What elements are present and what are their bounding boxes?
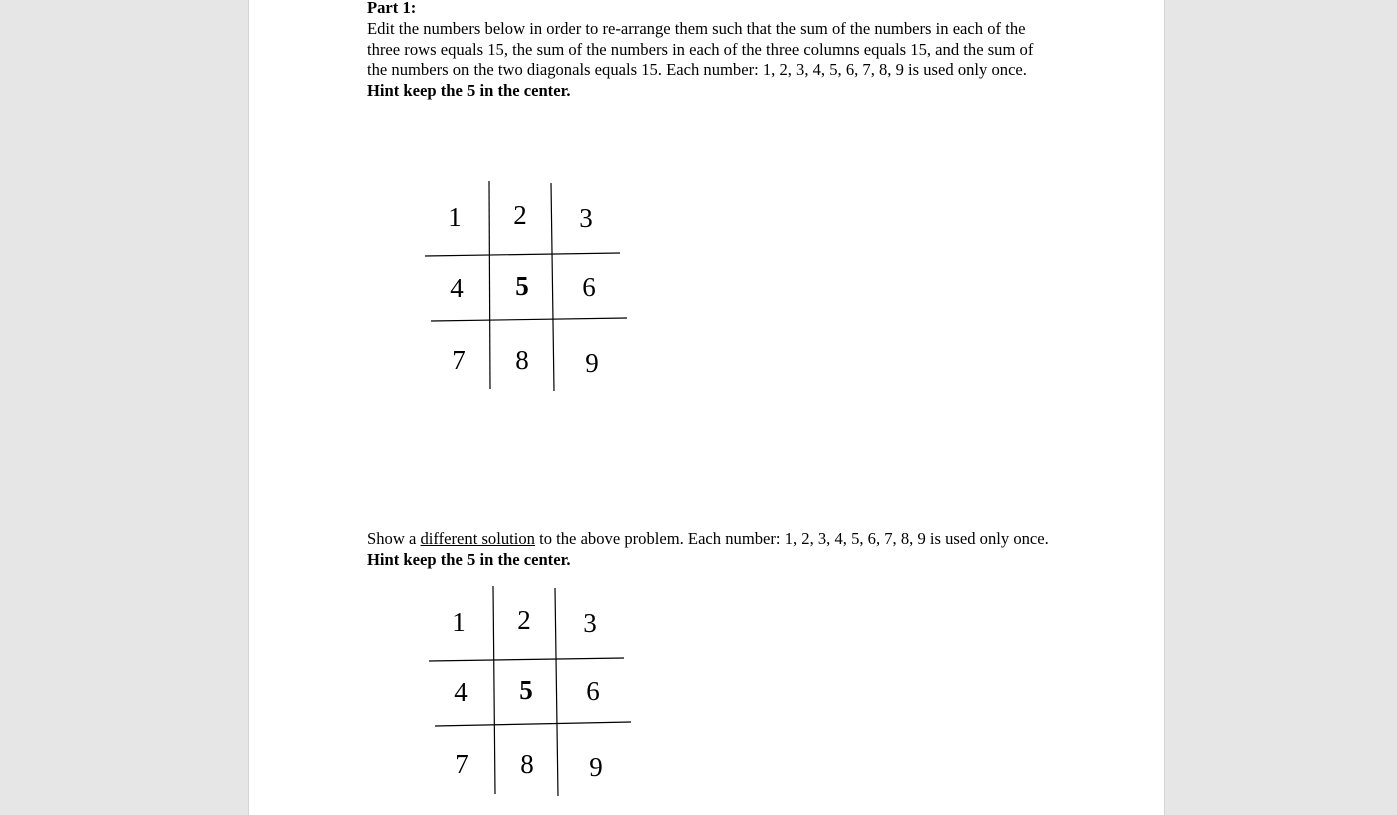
grid-1-cell-6[interactable]: 6 xyxy=(582,272,596,302)
grid-1-cell-8[interactable]: 8 xyxy=(515,345,529,375)
grid-1-cell-7[interactable]: 7 xyxy=(452,345,466,375)
part2-underlined: different solution xyxy=(420,529,535,548)
grid-2-cell-3[interactable]: 3 xyxy=(583,608,597,638)
part2-hint: Hint keep the 5 in the center. xyxy=(367,549,571,569)
part2-prefix: Show a xyxy=(367,529,417,548)
grid-1-cell-1[interactable]: 1 xyxy=(448,202,462,232)
grid-2-cell-5[interactable]: 5 xyxy=(519,675,533,705)
grid-2-cell-7[interactable]: 7 xyxy=(455,749,469,779)
grid-2-cell-2[interactable]: 2 xyxy=(517,605,531,635)
grid-1-cell-9[interactable]: 9 xyxy=(585,348,599,378)
grid-2-cell-8[interactable]: 8 xyxy=(520,749,534,779)
grid-2-cell-1[interactable]: 1 xyxy=(452,607,466,637)
number-grid-1[interactable] xyxy=(425,181,635,391)
grid-2-cell-9[interactable]: 9 xyxy=(589,752,603,782)
document-page xyxy=(248,0,1165,815)
grid-1-cell-4[interactable]: 4 xyxy=(450,273,464,303)
part1-instructions: Edit the numbers below in order to re-arrange them such that the sum of the numbers in each of the three rows equals 15, the sum of the numbers in each of the three columns equals 15, and the sum of the numbers on the two diagonals equals 15. Each number: 1, 2, 3, 4, 5, 6, 7, 8, 9 is used only once. xyxy=(367,18,1034,80)
part2-paragraph[interactable] xyxy=(367,529,1057,571)
grid-1-cell-3[interactable]: 3 xyxy=(579,203,593,233)
grid-2-cell-6[interactable]: 6 xyxy=(586,676,600,706)
part1-heading: Part 1: xyxy=(367,0,417,17)
part1-hint: Hint keep the 5 in the center. xyxy=(367,81,571,101)
grid-1-cell-5[interactable]: 5 xyxy=(515,271,529,301)
part2-instructions: to the above problem. Each number: 1, 2, 3, 4, 5, 6, 7, 8, 9 is used only once. xyxy=(539,529,1049,548)
part1-paragraph[interactable] xyxy=(367,0,1057,102)
grid-1-cell-2[interactable]: 2 xyxy=(513,200,527,230)
grid-2-cell-4[interactable]: 4 xyxy=(454,677,468,707)
number-grid-2[interactable] xyxy=(429,586,639,796)
